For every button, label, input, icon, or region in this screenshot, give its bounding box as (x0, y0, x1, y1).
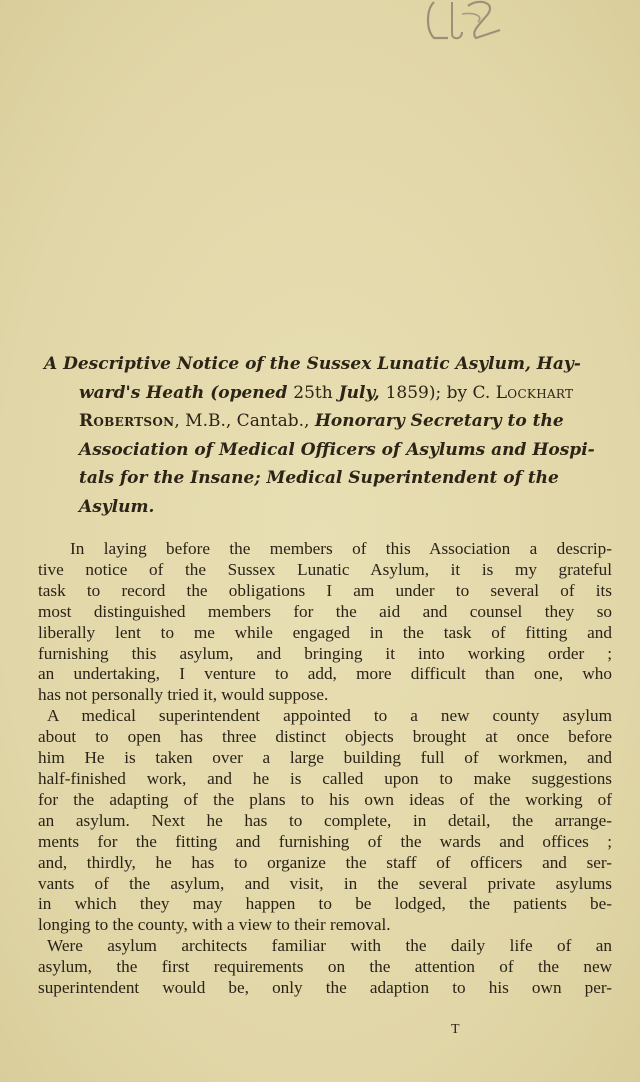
signature-mark: T (451, 1022, 460, 1037)
title-text: July, (332, 382, 386, 403)
body-line: most distinguished members for the aid and counsel they so (38, 601, 612, 621)
body-line: ments for the fitting and furnishing of the wards and offices ; (38, 831, 612, 851)
body-line: him He is taken over a large building full of workmen, and (38, 748, 612, 768)
title-line (44, 350, 612, 379)
title-date-year: 1859 (385, 382, 429, 403)
body-line: A medical superintendent appointed to a new county asylum (47, 706, 612, 726)
body-line: an asylum. Next he has to complete, in detail, the arrange- (38, 810, 612, 830)
body-line: has not personally tried it, would suppose. (38, 685, 329, 705)
title-text: A Descriptive Notice of the Sussex Lunatic Asylum, Hay- (44, 354, 581, 374)
body-line: superintendent would be, only the adaption to his own per- (38, 978, 612, 998)
title-text: tals for the Insane; Medical Superintendent of the (79, 468, 559, 488)
author-credentials: , M.B., Cantab., (174, 411, 315, 431)
title-line (44, 407, 612, 436)
author-surname: Robertson (79, 411, 175, 431)
body-line: tive notice of the Sussex Lunatic Asylum, it is my grateful (38, 559, 612, 579)
body-line: liberally lent to me while engaged in the task of fitting and (38, 622, 612, 642)
title-text: Asylum. (79, 496, 155, 517)
body-line: and, thirdly, he has to organize the staff of officers and ser- (38, 852, 612, 872)
body-line: vants of the asylum, and visit, in the several private asylums (38, 873, 612, 893)
title-date-day: 25th (293, 382, 333, 403)
body-line: half-finished work, and he is called upon to make suggestions (38, 768, 612, 788)
article (38, 350, 612, 999)
ink-mark-icon (418, 0, 510, 42)
author-name: Lockhart (495, 382, 574, 403)
title-text: Association of Medical Officers of Asylums and Hospi- (79, 439, 595, 460)
body-line: for the adapting of the plans to his own ideas of the working of (38, 789, 612, 809)
body-line: In laying before the members of this Association a descrip- (70, 539, 612, 558)
author-role: Honorary Secretary to the (314, 411, 564, 431)
title-line (44, 493, 612, 522)
body-line: an undertaking, I venture to add, more difficult than one, who (38, 664, 612, 684)
title-line (44, 464, 612, 493)
body-line: longing to the county, with a view to their removal. (38, 915, 391, 935)
body-line: task to record the obligations I am under to several of its (38, 580, 612, 600)
body-line: Were asylum architects familiar with the daily life of an (47, 936, 612, 956)
body-line: about to open has three distinct objects brought at once before (38, 727, 612, 747)
title-text: ); by C. (428, 382, 496, 403)
body-line: furnishing this asylum, and bringing it into working order ; (38, 643, 612, 663)
title-line (44, 436, 612, 465)
article-title (38, 350, 612, 521)
title-text: ward's Heath (opened (79, 382, 294, 403)
body-line: asylum, the first requirements on the attention of the new (38, 957, 612, 977)
body-line: in which they may happen to be lodged, the patients be- (38, 894, 612, 914)
article-body (38, 539, 612, 999)
title-line (44, 379, 612, 408)
